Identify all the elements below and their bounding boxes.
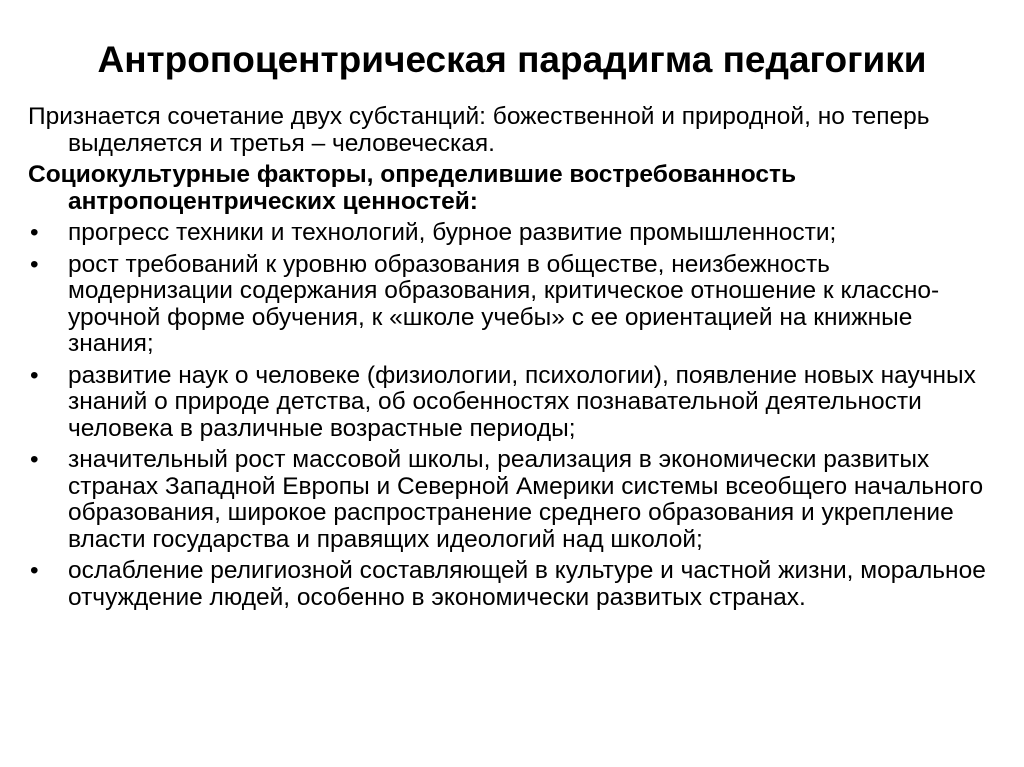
list-item-text: развитие наук о человеке (физиологии, психологии), появление новых научных знаний о природе детства, об особенностях познавательной деятельности человека в различные возрастные периоды;	[68, 361, 976, 442]
list-item	[28, 252, 1000, 358]
slide-title: Антропоцентрическая парадигма педагогики	[97, 39, 927, 80]
list-item-text: рост требований к уровню образования в обществе, неизбежность модернизации содержания образования, критическое отношение к классно-урочной форме обучения, к «школе учебы» с ее ориентацией на книжные знания;	[68, 250, 940, 357]
list-item	[28, 220, 1000, 247]
bullet-icon: •	[30, 361, 39, 389]
list-item-text: прогресс техники и технологий, бурное развитие промышленности;	[68, 219, 837, 246]
list-item	[28, 558, 1000, 611]
factors-list	[28, 220, 1000, 611]
list-item	[28, 363, 1000, 443]
intro-paragraph: Признается сочетание двух субстанций: божественной и природной, но теперь выделяется и третья – человеческая.	[28, 103, 930, 157]
bullet-icon: •	[30, 557, 39, 584]
list-item	[28, 447, 1000, 553]
slide-body	[28, 104, 1000, 616]
bullet-icon: •	[30, 250, 39, 278]
factors-heading: Социокультурные факторы, определившие востребованность антропоцентрических ценностей:	[28, 161, 797, 215]
list-item-text: ослабление религиозной составляющей в культуре и частной жизни, моральное отчуждение людей, особенно в экономически развитых странах.	[68, 557, 986, 611]
list-item-text: значительный рост массовой школы, реализация в экономически развитых странах Западной Европы и Северной Америки системы всеобщего начального образования, широкое распространение среднего образования и укрепление власти государства и правящих идеологий над школой;	[68, 446, 984, 553]
bullet-icon: •	[30, 446, 39, 473]
bullet-icon: •	[30, 219, 39, 246]
